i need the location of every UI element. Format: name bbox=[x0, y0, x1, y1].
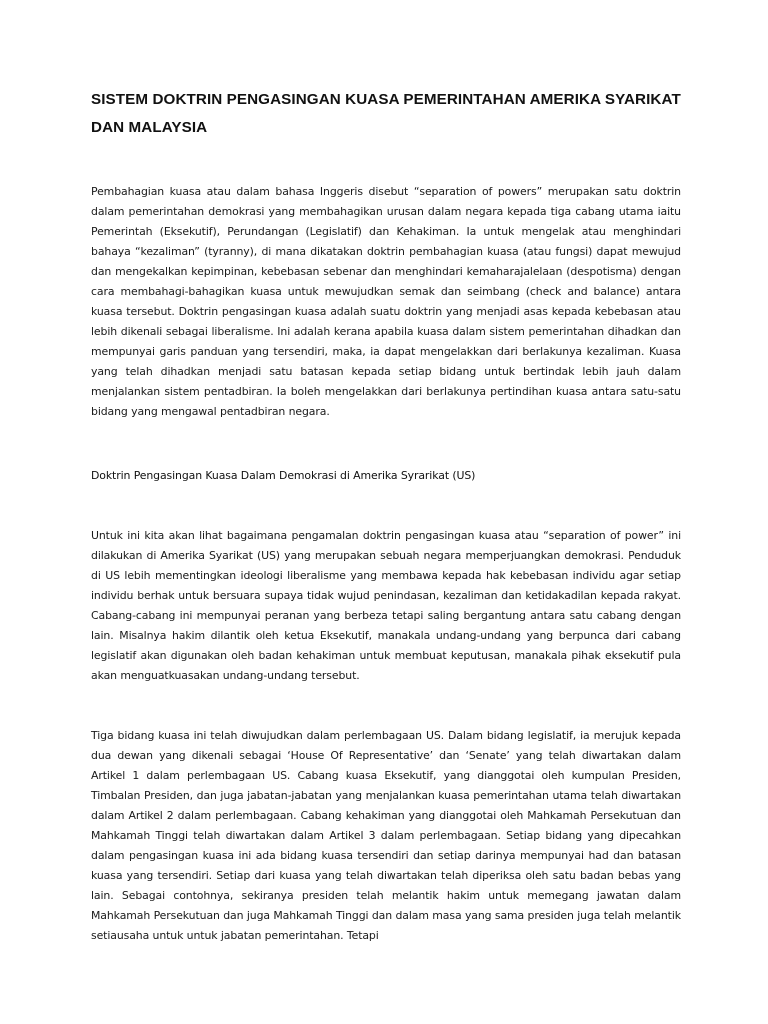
document-body bbox=[91, 86, 681, 946]
us-practice-paragraph: Untuk ini kita akan lihat bagaimana pengamalan doktrin pengasingan kuasa atau “separation of power” ini dilakukan di Amerika Syarikat (US) yang merupakan sebuah negara memperjuangkan demokrasi. Penduduk di US lebih mementingkan ideologi liberalisme yang membawa kepada hak kebebasan individu agar setiap individu berhak untuk bersuara supaya tidak wujud penindasan, kezaliman dan ketidakadilan kepada rakyat. Cabang-cabang ini mempunyai peranan yang berbeza tetapi saling bergantung antara satu cabang dengan lain. Misalnya hakim dilantik oleh ketua Eksekutif, manakala undang-undang yang berpunca dari cabang legislatif akan digunakan oleh badan kehakiman untuk membuat keputusan, manakala pihak eksekutif pula akan menguatkuasakan undang-undang tersebut. bbox=[91, 529, 681, 682]
intro-paragraph: Pembahagian kuasa atau dalam bahasa Inggeris disebut “separation of powers” merupakan satu doktrin dalam pemerintahan demokrasi yang membahagikan urusan dalam negara kepada tiga cabang utama iaitu Pemerintah (Eksekutif), Perundangan (Legislatif) dan Kehakiman. Ia untuk mengelak atau menghindari bahaya “kezaliman” (tyranny), di mana dikatakan doktrin pembahagian kuasa (atau fungsi) dapat mewujud dan mengekalkan kepimpinan, kebebasan sebenar dan menghindari kemaharajalelaan (despotisma) dengan cara membahagi-bahagikan kuasa untuk mewujudkan semak dan seimbang (check and balance) antara kuasa tersebut. Doktrin pengasingan kuasa adalah suatu doktrin yang menjadi asas kepada kebebasan atau lebih dikenali sebagai liberalisme. Ini adalah kerana apabila kuasa dalam sistem pemerintahan dihadkan dan mempunyai garis panduan yang tersendiri, maka, ia dapat mengelakkan dari berlakunya kezaliman. Kuasa yang telah dihadkan menjadi satu batasan kepada setiap bidang untuk bertindak lebih jauh dalam menjalankan sistem pentadbiran. Ia boleh mengelakkan dari berlakunya pertindihan kuasa antara satu-satu bidang yang mengawal pentadbiran negara. bbox=[91, 185, 681, 418]
document-title: SISTEM DOKTRIN PENGASINGAN KUASA PEMERINTAHAN AMERIKA SYARIKAT DAN MALAYSIA bbox=[91, 91, 681, 136]
section-heading: Doktrin Pengasingan Kuasa Dalam Demokrasi di Amerika Syrarikat (US) bbox=[91, 469, 476, 482]
us-constitution-paragraph: Tiga bidang kuasa ini telah diwujudkan dalam perlembagaan US. Dalam bidang legislatif, ia merujuk kepada dua dewan yang dikenali sebagai ‘House Of Representative’ dan ‘Senate’ yang telah diwartakan dalam Artikel 1 dalam perlembagaan US. Cabang kuasa Eksekutif, yang dianggotai oleh kumpulan Presiden, Timbalan Presiden, dan juga jabatan-jabatan yang menjalankan kuasa pemerintahan utama telah diwartakan dalam Artikel 2 dalam perlembagaan. Cabang kehakiman yang dianggotai oleh Mahkamah Persekutuan dan Mahkamah Tinggi telah diwartakan dalam Artikel 3 dalam perlembagaan. Setiap bidang yang dipecahkan dalam pengasingan kuasa ini ada bidang kuasa tersendiri dan setiap darinya mempunyai had dan batasan kuasa yang tersendiri. Setiap dari kuasa yang telah diwartakan telah diperiksa oleh satu badan bebas yang lain. Sebagai contohnya, sekiranya presiden telah melantik hakim untuk memegang jawatan dalam Mahkamah Persekutuan dan juga Mahkamah Tinggi dan dalam masa yang sama presiden juga telah melantik setiausaha untuk untuk jabatan pemerintahan. Tetapi bbox=[91, 729, 681, 942]
